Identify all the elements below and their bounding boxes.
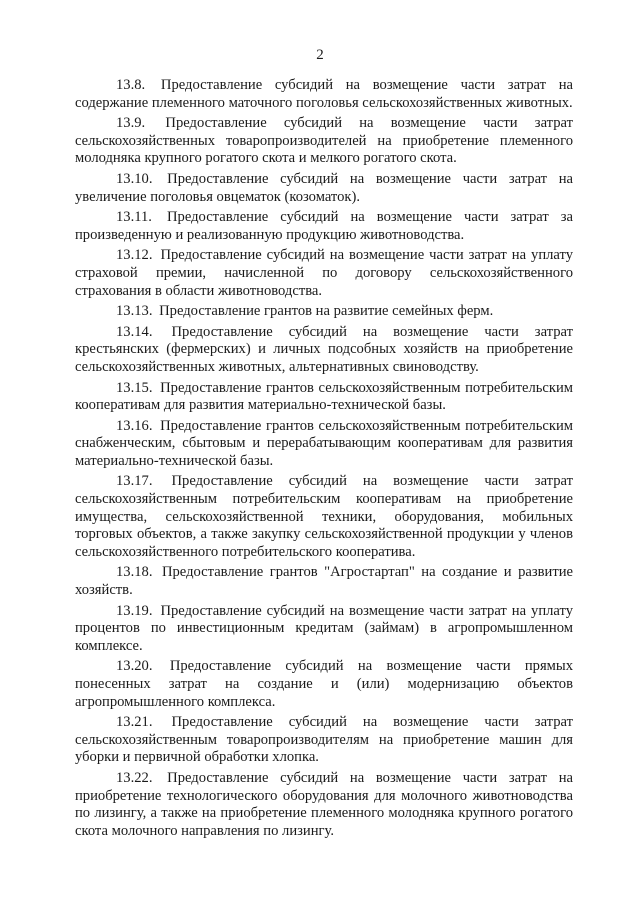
paragraph-13-14 bbox=[75, 324, 573, 377]
paragraph-13-19 bbox=[75, 603, 573, 656]
paragraph-number: 13.17. bbox=[116, 473, 153, 490]
paragraph-number: 13.10. bbox=[116, 170, 153, 187]
paragraph-number: 13.19. bbox=[116, 602, 153, 619]
paragraph-text: Предоставление субсидий на возмещение части прямых понесенных затрат на создание и (или) модернизацию объектов агропромышленного комплекса. bbox=[75, 658, 573, 710]
paragraph-text: Предоставление грантов "Агростартап" на создание и развитие хозяйств. bbox=[75, 564, 573, 599]
paragraph-text: Предоставление грантов сельскохозяйственным потребительским кооперативам для развития материально-технической базы. bbox=[75, 379, 574, 414]
paragraph-text: Предоставление грантов на развитие семейных ферм. bbox=[159, 303, 494, 320]
paragraph-number: 13.11. bbox=[116, 209, 152, 226]
paragraph-13-8 bbox=[75, 77, 573, 112]
paragraph-text: Предоставление субсидий на возмещение части затрат за произведенную и реализованную продукцию животноводства. bbox=[75, 209, 574, 243]
paragraph-text: Предоставление субсидий на возмещение части затрат на уплату страховой премии, начисленной по договору сельскохозяйственного страхования в области животноводства. bbox=[75, 247, 573, 299]
paragraph-number: 13.9. bbox=[116, 115, 146, 132]
paragraph-text: Предоставление субсидий на возмещение части затрат на содержание племенного маточного поголовья сельскохозяйственных животных. bbox=[75, 77, 573, 111]
paragraph-13-16 bbox=[75, 418, 573, 471]
paragraph-text: Предоставление субсидий на возмещение части затрат на уплату процентов по инвестиционным кредитам (займам) в агропромышленном комплексе. bbox=[75, 602, 573, 654]
paragraph-13-9 bbox=[75, 115, 573, 168]
paragraph-text: Предоставление субсидий на возмещение части затрат сельскохозяйственным товаропроизводителям на приобретение машин для уборки и первичной обработки хлопка. bbox=[75, 714, 573, 766]
document-body bbox=[75, 77, 573, 843]
paragraph-text: Предоставление субсидий на возмещение части затрат сельскохозяйственных товаропроизводителей на приобретение племенного молодняка крупного рогатого скота и мелкого рогатого скота. bbox=[75, 115, 574, 167]
paragraph-13-21 bbox=[75, 714, 573, 767]
paragraph-text: Предоставление субсидий на возмещение части затрат на увеличение поголовья овцематок (козоматок). bbox=[75, 170, 573, 205]
paragraph-13-17 bbox=[75, 473, 573, 561]
paragraph-number: 13.16. bbox=[116, 417, 153, 434]
paragraph-13-20 bbox=[75, 658, 573, 711]
paragraph-13-13 bbox=[75, 303, 573, 321]
paragraph-number: 13.20. bbox=[116, 658, 153, 675]
paragraph-number: 13.13. bbox=[116, 303, 153, 320]
paragraph-text: Предоставление субсидий на возмещение части затрат на приобретение технологического оборудования для молочного животноводства по лизингу, а также на приобретение племенного молодняка крупного рогатого скота молочного направления по лизингу. bbox=[75, 769, 573, 839]
paragraph-number: 13.21. bbox=[116, 714, 153, 731]
paragraph-number: 13.22. bbox=[116, 769, 153, 786]
paragraph-text: Предоставление субсидий на возмещение части затрат крестьянских (фермерских) и личных подсобных хозяйств на приобретение сельскохозяйственных животных, альтернативных свиноводству. bbox=[75, 323, 573, 375]
paragraph-number: 13.18. bbox=[116, 564, 153, 581]
paragraph-13-15 bbox=[75, 380, 573, 415]
paragraph-number: 13.15. bbox=[116, 379, 153, 396]
paragraph-text: Предоставление грантов сельскохозяйственным потребительским снабженческим, сбытовым и перерабатывающим кооперативам для развития материально-технической базы. bbox=[75, 417, 574, 469]
paragraph-13-12 bbox=[75, 247, 573, 300]
paragraph-text: Предоставление субсидий на возмещение части затрат сельскохозяйственным потребительским кооперативам на приобретение имущества, сельскохозяйственной техники, оборудования, мобильных торговых объектов, а также закупку сельскохозяйственной продукции у членов сельскохозяйственного потребительского кооператива. bbox=[75, 473, 573, 560]
paragraph-number: 13.14. bbox=[116, 323, 153, 340]
paragraph-number: 13.8. bbox=[116, 77, 146, 93]
page-number: 2 bbox=[316, 47, 324, 63]
paragraph-13-22 bbox=[75, 770, 573, 840]
paragraph-number: 13.12. bbox=[116, 247, 153, 264]
paragraph-13-10 bbox=[75, 171, 573, 206]
paragraph-13-18 bbox=[75, 564, 573, 599]
paragraph-13-11 bbox=[75, 209, 573, 244]
